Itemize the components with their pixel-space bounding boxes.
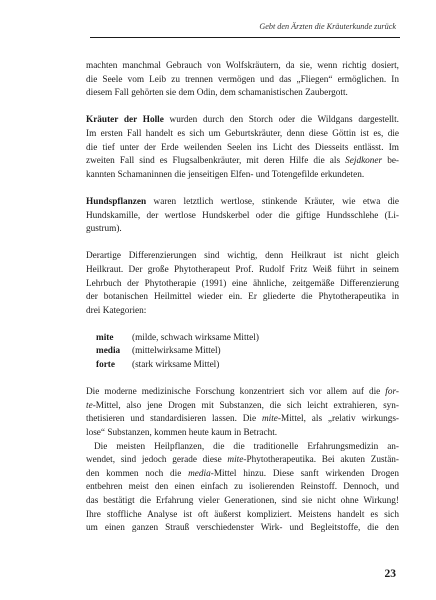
- text-line: die tief unter der Erde weilenden Seelen ins Licht des Diesseits entlässt. Im: [86, 142, 399, 153]
- text-line: machten manchmal Gebrauch von Wolfskräutern, da sie, wenn richtig dosiert,: [86, 61, 399, 71]
- running-header: Gebt den Ärzten die Kräuterkunde zurück: [259, 22, 396, 31]
- text-line: [86, 413, 399, 427]
- paragraph-kraeuter-der-holle: [86, 114, 399, 182]
- paragraph-gap: [86, 182, 399, 196]
- category-term: media: [96, 346, 121, 357]
- paragraph-wolfskraeuter: [86, 60, 399, 101]
- paragraph-heilpflanzen: [86, 441, 399, 536]
- text-span: wurden durch den Storch oder die Wildgans dargestellt.: [163, 115, 399, 126]
- text-span: wendet, sind jedoch gerade diese: [86, 455, 222, 466]
- text-line: das bestätigt die Erfahrung vieler Generationen, sind sie nicht ohne Wirkung!: [86, 496, 399, 506]
- italic-term: media: [188, 468, 211, 479]
- text-line: Im ersten Fall handelt es sich um Geburtskräuter, denn diese Göttin ist es, die: [86, 128, 399, 139]
- text-line: Heilkraut. Der große Phytotherapeut Prof. Rudolf Fritz Weiß führt in seinem: [86, 264, 399, 275]
- paragraph-hundspflanzen: [86, 196, 399, 237]
- text-line: Lehrbuch der Phytotherapie (1991) eine ähnliche, zeitgemäße Differenzierung: [86, 278, 399, 289]
- text-span: den kommen noch die: [86, 468, 182, 479]
- text-line: der botanischen Heilmittel wieder ein. Er gliederte die Phytotherapeutika in: [86, 292, 399, 303]
- category-description: (stark wirksame Mittel): [132, 360, 220, 371]
- term-kraeuter-der-holle: Kräuter der Holle: [86, 115, 164, 126]
- text-line: [86, 155, 399, 169]
- italic-term: Sejdkoner: [345, 156, 383, 167]
- category-term: forte: [96, 360, 115, 371]
- paragraph-gap: [86, 101, 399, 115]
- text-span: -Mittel hinzu. Diese sanft wirkenden Drogen: [210, 468, 399, 479]
- text-line: diesem Fall gehörten sie dem Odin, dem schamanistischen Zaubergott.: [86, 88, 348, 99]
- text-line: [86, 114, 399, 128]
- category-item: [96, 359, 399, 373]
- text-line: [86, 196, 399, 210]
- italic-term: mite: [261, 414, 278, 425]
- text-line: [86, 468, 399, 482]
- text-line: die Seele vom Leib zu trennen vermögen und das „Fliegen“ ermöglichen. In: [86, 74, 399, 85]
- text-span: -Phytotherapeutika. Bei akuten Zustän-: [243, 455, 400, 466]
- text-line: um einen ganzen Strauß verschiedenster Wirk- und Begleitstoffe, die den: [86, 523, 399, 534]
- category-item: [96, 345, 399, 359]
- paragraph-gap: [86, 373, 399, 387]
- paragraph-gap: [86, 318, 399, 332]
- italic-term: te: [86, 400, 93, 411]
- text-line: Die meisten Heilpflanzen, die die traditionelle Erfahrungsmedizin an-: [94, 441, 399, 452]
- text-line: Derartige Differenzierungen sind wichtig, denn Heilkraut ist nicht gleich: [86, 251, 399, 262]
- text-span: be-: [382, 156, 400, 167]
- category-term: mite: [96, 332, 114, 343]
- category-list: [96, 332, 399, 373]
- text-line: Ihre stoffliche Analyse ist oft äußerst kompliziert. Meistens handelt es sich: [86, 509, 399, 520]
- text-line: [86, 400, 399, 414]
- text-line: drei Kategorien:: [86, 305, 147, 316]
- text-line: Hundskamille, der wertlose Hundskerbel oder die giftige Hundsschlehe (Li-: [86, 210, 399, 221]
- paragraph-gap: [86, 237, 399, 251]
- page-number: 23: [384, 568, 396, 580]
- text-span: -Mittel, also jene Drogen mit Substanzen, die sich leicht extrahieren, syn-: [92, 400, 399, 411]
- paragraph-differenzierungen: [86, 250, 399, 318]
- text-line: [86, 454, 399, 468]
- italic-term: for-: [385, 387, 399, 398]
- italic-term: mite: [227, 455, 244, 466]
- header-rule: [90, 37, 400, 38]
- text-line: kannten Schamaninnen die jenseitigen Elfen- und Totengefilde erkundeten.: [86, 169, 365, 180]
- category-description: (milde, schwach wirksame Mittel): [132, 332, 259, 343]
- text-line: [86, 386, 399, 400]
- paragraph-forschung: [86, 386, 399, 440]
- body-text: [86, 60, 399, 536]
- text-span: waren letztlich wertlose, stinkende Kräuter, wie etwa die: [146, 196, 399, 207]
- text-span: zweiten Fall sind es Flugsalbenkräuter, mit deren Hilfe die als: [86, 156, 341, 167]
- text-line: lose“ Substanzen, kommen heute kaum in Betracht.: [86, 428, 278, 439]
- text-span: Die moderne medizinische Forschung konzentriert sich vor allem auf die: [86, 387, 381, 398]
- text-span: thetisieren und standardisieren lassen. Die: [86, 414, 257, 425]
- text-line: entbehren meist den einen einfach zu isolierenden Reinstoff. Dennoch, und: [86, 482, 399, 493]
- text-span: -Mittel, als „relativ wirkungs-: [277, 414, 399, 425]
- category-item: [96, 332, 399, 346]
- text-line: gustrum).: [86, 224, 122, 235]
- category-description: (mittelwirksame Mittel): [132, 346, 221, 357]
- term-hundspflanzen: Hundspflanzen: [86, 196, 147, 207]
